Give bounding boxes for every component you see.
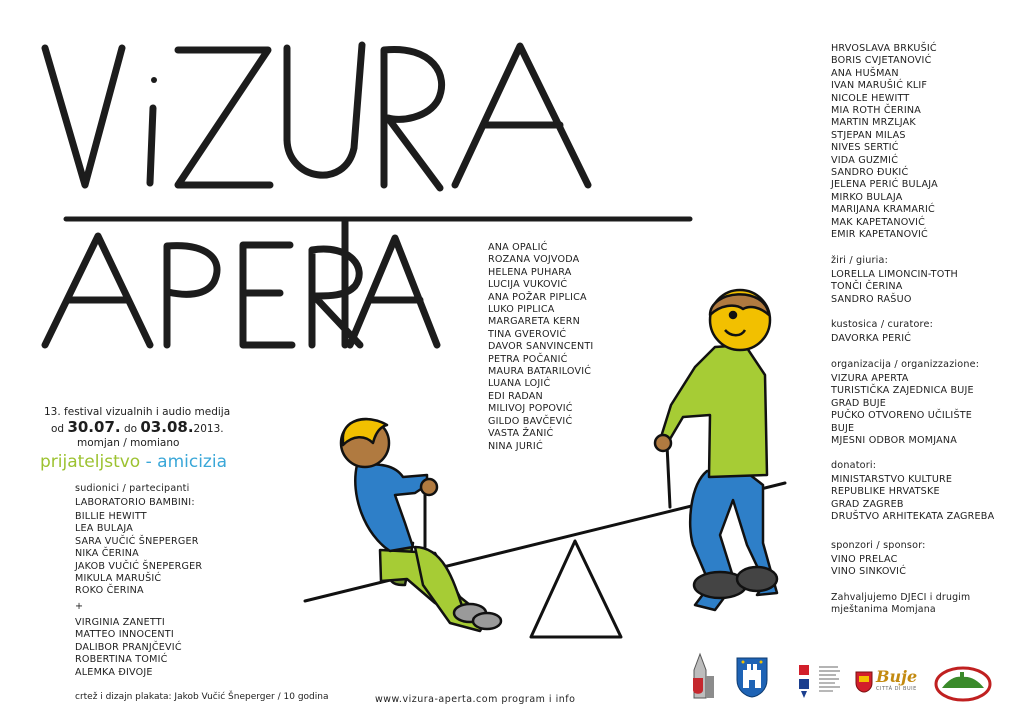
donors-list bbox=[831, 474, 994, 524]
donors-label: donatori: bbox=[831, 460, 877, 471]
list-item: ROZANA VOJVODA bbox=[488, 254, 580, 266]
list-item: LUANA LOJIĆ bbox=[488, 378, 551, 390]
jury-section bbox=[831, 255, 958, 306]
list-item: NICOLE HEWITT bbox=[831, 92, 910, 104]
thanks-line: mještanima Momjana bbox=[831, 604, 936, 616]
list-item: MARIJANA KRAMARIĆ bbox=[831, 204, 935, 216]
list-item: VINO PRELAC bbox=[831, 554, 898, 565]
list-item: MILIVOJ POPOVIĆ bbox=[488, 403, 573, 415]
ministry-culture-logo bbox=[797, 663, 813, 699]
list-item: STJEPAN MILAS bbox=[831, 129, 906, 141]
festival-theme bbox=[40, 452, 227, 472]
list-item: BORIS CVJETANOVIĆ bbox=[831, 55, 932, 67]
child-right bbox=[655, 290, 777, 610]
list-item: ANA POŽAR PIPLICA bbox=[488, 291, 587, 303]
list-item: TINA GVEROVIĆ bbox=[488, 328, 567, 340]
sponsors-label: sponzori / sponsor: bbox=[831, 540, 926, 551]
list-item: DAVORKA PERIĆ bbox=[831, 333, 912, 344]
list-item: MAK KAPETANOVIĆ bbox=[831, 216, 926, 228]
list-item: ROBERTINA TOMIĆ bbox=[75, 654, 168, 666]
curator-section bbox=[831, 319, 933, 345]
seesaw-base bbox=[531, 541, 621, 637]
list-item: PETRA POČANIĆ bbox=[488, 353, 568, 365]
list-item: VIDA GUZMIĆ bbox=[831, 154, 899, 166]
list-item: ALEMKA ĐIVOJE bbox=[75, 666, 153, 678]
list-item: MIRKO BULAJA bbox=[831, 191, 903, 203]
list-item: SANDRO ĐUKIĆ bbox=[831, 167, 909, 179]
list-item: ANA HUŠMAN bbox=[831, 67, 899, 79]
list-item: TURISTIČKA ZAJEDNICA BUJE bbox=[831, 385, 974, 397]
list-item: LEA BULAJA bbox=[75, 523, 133, 535]
jury-list bbox=[831, 269, 958, 306]
list-item: ANA OPALIĆ bbox=[488, 242, 548, 253]
list-item: BUJE bbox=[831, 422, 855, 434]
buje-logo-sub: CITTÀ DI BUIE bbox=[876, 686, 917, 692]
list-item: MJESNI ODBOR MOMJANA bbox=[831, 435, 958, 447]
momjan-oval-logo bbox=[934, 666, 992, 702]
thanks-line: Zahvaljujemo DJECI i drugim bbox=[831, 592, 971, 603]
list-item: GRAD BUJE bbox=[831, 397, 887, 409]
list-item: HELENA PUHARA bbox=[488, 266, 572, 278]
list-item: JAKOB VUČIĆ ŠNEPERGER bbox=[75, 560, 203, 572]
poster-credits: crtež i dizajn plakata: Jakob Vučić Šneperger / 10 godina bbox=[75, 692, 329, 702]
list-item: NIVES SERTIĆ bbox=[831, 142, 899, 154]
list-item: IVAN MARUŠIĆ KLIF bbox=[831, 80, 928, 92]
title-vizura bbox=[45, 45, 588, 188]
jury-label: žiri / giuria: bbox=[831, 255, 888, 266]
artists-right-list bbox=[831, 43, 938, 242]
list-item: PUČKO OTVORENO UČILIŠTE bbox=[831, 410, 973, 422]
list-item: MAURA BATARILOVIĆ bbox=[488, 366, 592, 378]
list-item: HRVOSLAVA BRKUŠIĆ bbox=[831, 43, 937, 54]
list-item: MIA ROTH ČERINA bbox=[831, 105, 922, 117]
buje-logo bbox=[876, 668, 924, 692]
festival-location: momjan / momiano bbox=[77, 437, 180, 449]
list-item: GILDO BAVČEVIĆ bbox=[488, 415, 573, 427]
website-footer: www.vizura-aperta.com program i info bbox=[375, 694, 576, 705]
list-item: LUKO PIPLICA bbox=[488, 304, 555, 316]
list-item: VASTA ŽANIĆ bbox=[488, 428, 554, 440]
theme-hr: prijateljstvo bbox=[40, 452, 141, 472]
organization-section bbox=[831, 359, 979, 447]
list-item: SARA VUČIĆ ŠNEPERGER bbox=[75, 535, 199, 547]
date-to: 03.08. bbox=[140, 418, 194, 436]
list-item: BILLIE HEWITT bbox=[75, 511, 147, 522]
donors-section bbox=[831, 460, 994, 524]
dates-prefix: od bbox=[51, 423, 65, 435]
buje-coat-of-arms-icon bbox=[855, 671, 873, 693]
list-item: TONČI ČERINA bbox=[831, 281, 903, 293]
theme-dash: - bbox=[145, 452, 152, 472]
list-item: MARTIN MRZLJAK bbox=[831, 117, 916, 129]
dates-year: 2013. bbox=[193, 423, 224, 435]
child-left bbox=[341, 419, 501, 631]
list-item: NINA JURIĆ bbox=[488, 440, 543, 452]
list-item: EDI RADAN bbox=[488, 390, 543, 402]
artists-middle-list bbox=[488, 242, 593, 453]
list-item: DALIBOR PRANJČEVIĆ bbox=[75, 641, 182, 653]
dates-mid: do bbox=[123, 423, 138, 435]
date-from: 30.07. bbox=[67, 418, 121, 436]
participants-group-label: LABORATORIO BAMBINI: bbox=[75, 497, 195, 508]
festival-subtitle: 13. festival vizualnih i audio medija bbox=[44, 406, 231, 418]
kids-list bbox=[75, 511, 202, 598]
list-item: REPUBLIKE HRVATSKE bbox=[831, 486, 940, 498]
list-item: DAVOR SANVINCENTI bbox=[488, 341, 594, 353]
list-item: SANDRO RAŠUO bbox=[831, 293, 912, 305]
list-item: VIRGINIA ZANETTI bbox=[75, 617, 165, 628]
list-item: LUCIJA VUKOVIĆ bbox=[488, 279, 568, 291]
list-item: GRAD ZAGREB bbox=[831, 498, 904, 510]
list-item: MIKULA MARUŠIĆ bbox=[75, 573, 162, 585]
curator-label: kustosica / curatore: bbox=[831, 319, 933, 330]
list-item: VIZURA APERTA bbox=[831, 373, 909, 384]
buje-logo-text: Buje bbox=[876, 667, 918, 686]
ministry-text-logo bbox=[818, 664, 842, 696]
list-item: LORELLA LIMONCIN-TOTH bbox=[831, 269, 958, 280]
list-item: VINO SINKOVIĆ bbox=[831, 566, 907, 578]
organization-list bbox=[831, 373, 979, 447]
sponsors-section bbox=[831, 540, 926, 579]
list-item: MARGARETA KERN bbox=[488, 316, 580, 328]
sponsors-list bbox=[831, 554, 926, 579]
list-item: EMIR KAPETANOVIĆ bbox=[831, 229, 928, 241]
list-item: MINISTARSTVO KULTURE bbox=[831, 474, 953, 485]
list-item: DRUŠTVO ARHITEKATA ZAGREBA bbox=[831, 511, 995, 523]
list-item: MATTEO INNOCENTI bbox=[75, 629, 174, 641]
festival-dates bbox=[51, 418, 224, 436]
mentors-list bbox=[75, 617, 182, 679]
plus-sign: + bbox=[75, 601, 84, 612]
thanks-note bbox=[831, 592, 970, 617]
zagreb-coat-of-arms-icon bbox=[735, 656, 769, 698]
momjan-logo bbox=[690, 650, 718, 702]
list-item: ROKO ČERINA bbox=[75, 585, 144, 597]
theme-it: amicizia bbox=[157, 452, 227, 472]
curator-list bbox=[831, 333, 933, 345]
participants-heading: sudionici / partecipanti bbox=[75, 483, 190, 494]
list-item: NIKA ČERINA bbox=[75, 548, 139, 560]
organization-label: organizacija / organizzazione: bbox=[831, 359, 980, 370]
list-item: JELENA PERIĆ BULAJA bbox=[831, 179, 938, 191]
